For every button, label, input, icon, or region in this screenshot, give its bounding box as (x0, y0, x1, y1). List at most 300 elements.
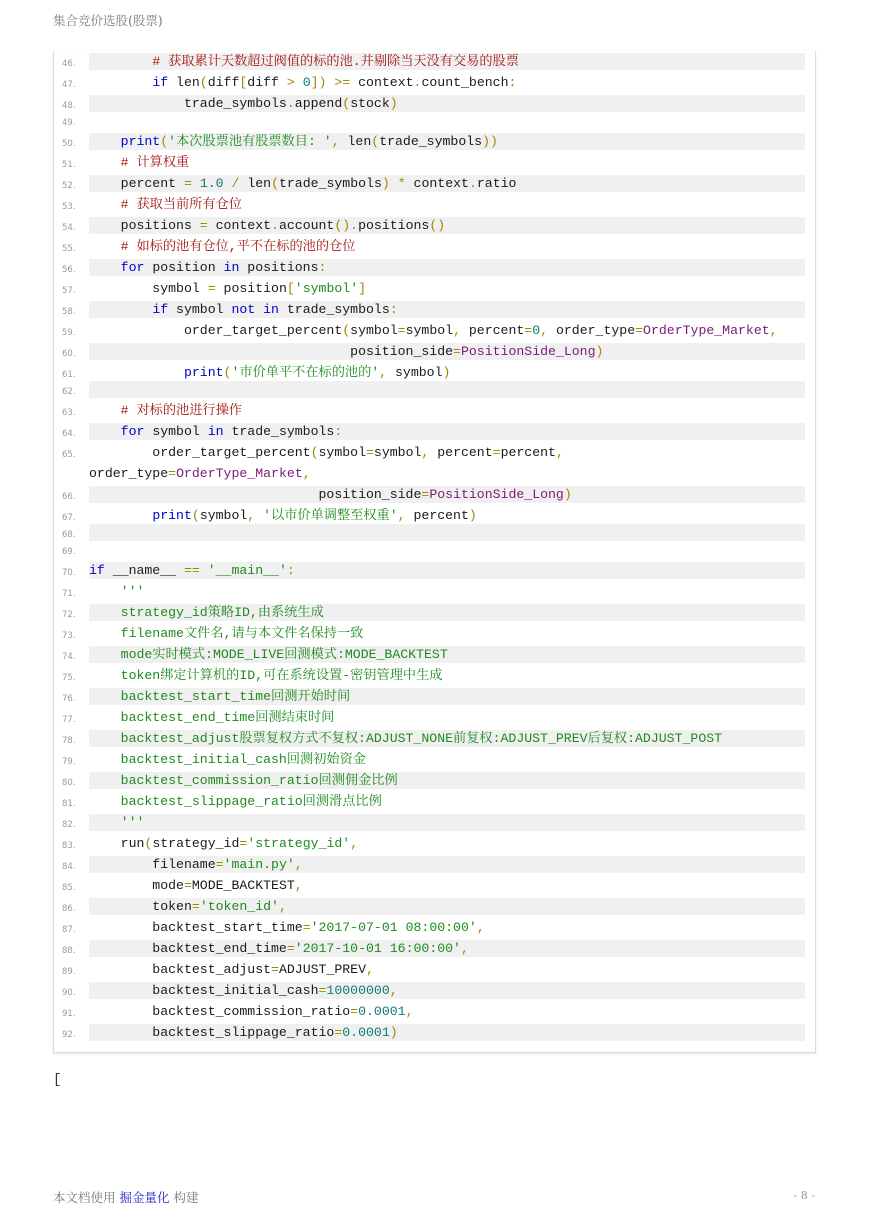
code-token: ratio (476, 176, 517, 191)
code-token: symbol (387, 365, 443, 380)
code-token: position (144, 260, 224, 275)
code-token: ( (199, 75, 208, 90)
code-token: len (239, 176, 272, 191)
line-number: 53. (62, 202, 76, 212)
line-number: 60. (62, 349, 76, 359)
line-number: 49. (62, 118, 76, 128)
code-token: position_side (89, 487, 422, 502)
code-text (89, 730, 805, 747)
code-token: __name__ (104, 563, 184, 578)
code-token: OrderType_Market (643, 323, 770, 338)
code-token: stock (350, 96, 390, 111)
code-token: , (366, 962, 374, 977)
code-token: mode实时模式:MODE_LIVE回测模式:MODE_BACKTEST (120, 647, 448, 662)
code-text (89, 423, 805, 440)
line-number: 68. (62, 530, 76, 540)
code-text (89, 154, 805, 171)
code-text (89, 486, 805, 503)
code-token: backtest_start_time (89, 920, 303, 935)
code-token: , (405, 1004, 414, 1019)
code-token: strategy_id (152, 836, 240, 851)
code-text-wrapped (89, 465, 311, 482)
line-number: 69. (62, 547, 76, 557)
code-token: ( (310, 445, 319, 460)
code-text (89, 238, 805, 255)
code-token: , (302, 466, 311, 481)
code-token: = (492, 445, 501, 460)
code-token (89, 752, 121, 767)
code-token: '2017-10-01 16:00:00' (294, 941, 461, 956)
line-number: 48. (62, 101, 76, 111)
line-number: 90. (62, 988, 76, 998)
code-token: : (334, 424, 343, 439)
code-token: 0.0001 (358, 1004, 406, 1019)
code-text (89, 793, 805, 810)
code-token: if (152, 302, 169, 317)
code-text (89, 961, 805, 978)
code-token: percent (460, 323, 525, 338)
code-text (89, 524, 805, 541)
code-token: print (183, 365, 224, 380)
code-text (89, 772, 805, 789)
code-text (89, 835, 805, 852)
code-token: 'token_id' (199, 899, 279, 914)
line-number: 91. (62, 1009, 76, 1019)
code-token: : (508, 75, 517, 90)
code-token: )) (482, 134, 498, 149)
line-number: 63. (62, 408, 76, 418)
code-token: for (120, 424, 145, 439)
code-token: = (286, 941, 295, 956)
line-number: 59. (62, 328, 76, 338)
code-text (89, 709, 805, 726)
code-token: ( (144, 836, 153, 851)
code-text (89, 322, 805, 339)
line-number: 55. (62, 244, 76, 254)
code-token: , (247, 508, 256, 523)
line-number: 50. (62, 139, 76, 149)
code-token: context (350, 75, 414, 90)
code-token: , (397, 508, 406, 523)
line-number: 57. (62, 286, 76, 296)
line-number: 67. (62, 513, 76, 523)
code-token: len (339, 134, 372, 149)
footer-prefix: 本文档使用 (53, 1190, 116, 1205)
code-token: trade_symbols (278, 302, 390, 317)
line-number: 79. (62, 757, 76, 767)
code-token: = (302, 920, 311, 935)
code-text (89, 982, 805, 999)
code-token: strategy_id策略ID,由系统生成 (120, 605, 324, 620)
code-token: : (318, 260, 327, 275)
code-token: . (286, 96, 295, 111)
line-number: 58. (62, 307, 76, 317)
code-token: context (207, 218, 272, 233)
code-token: trade_symbols (278, 176, 382, 191)
code-token (89, 155, 121, 170)
code-token: 1.0 (199, 176, 224, 191)
code-text (89, 814, 805, 831)
code-token: symbol (199, 508, 248, 523)
code-token: OrderType_Market (176, 466, 303, 481)
code-token: not (231, 302, 256, 317)
code-token: = (334, 1025, 343, 1040)
code-token: = (453, 344, 461, 359)
line-number: 77. (62, 715, 76, 725)
code-text (89, 751, 805, 768)
line-number: 46. (62, 59, 76, 69)
code-token: position (215, 281, 287, 296)
line-number: 86. (62, 904, 76, 914)
code-text (89, 74, 805, 91)
code-token (89, 54, 152, 69)
code-token: [ (239, 75, 248, 90)
line-number: 74. (62, 652, 76, 662)
code-token: ) (468, 508, 477, 523)
code-token: . (468, 176, 477, 191)
code-token: ) (442, 365, 451, 380)
code-token: , (769, 323, 778, 338)
line-number: 72. (62, 610, 76, 620)
code-token (255, 508, 263, 523)
line-number: 70. (62, 568, 76, 578)
code-token: positions (89, 218, 200, 233)
code-token: trade_symbols (379, 134, 483, 149)
code-token: ( (271, 176, 279, 191)
line-number: 80. (62, 778, 76, 788)
code-text (89, 625, 805, 642)
code-token: # 获取累计天数超过阀值的标的池.并剔除当天没有交易的股票 (152, 54, 519, 69)
code-token: , (278, 899, 287, 914)
code-token: trade_symbols (223, 424, 335, 439)
code-text (89, 196, 805, 213)
line-number: 52. (62, 181, 76, 191)
code-token: [ (286, 281, 295, 296)
code-token: = (318, 983, 327, 998)
code-text (89, 53, 805, 70)
code-token: order_target_percent (89, 323, 343, 338)
code-token (89, 424, 121, 439)
code-token: , (453, 323, 461, 338)
line-number: 51. (62, 160, 76, 170)
code-token: symbol (373, 445, 422, 460)
code-token: . (271, 218, 279, 233)
code-token: percent (89, 176, 184, 191)
code-text (89, 604, 805, 621)
code-token: = (524, 323, 533, 338)
code-token: 10000000 (326, 983, 390, 998)
code-token: 'symbol' (294, 281, 359, 296)
code-token: , (294, 857, 303, 872)
code-token: = (635, 323, 644, 338)
code-text (89, 343, 805, 360)
code-token (255, 302, 263, 317)
code-token: diff (247, 75, 287, 90)
code-token: ( (371, 134, 380, 149)
trailing-bracket-text: [ (53, 1072, 62, 1088)
line-number: 84. (62, 862, 76, 872)
code-token: 0.0001 (342, 1025, 390, 1040)
code-token: PositionSide_Long (429, 487, 564, 502)
line-number: 62. (62, 387, 76, 397)
code-token: = (183, 878, 192, 893)
code-text (89, 919, 805, 936)
code-token: '__main__' (207, 563, 287, 578)
code-token: ) (389, 96, 398, 111)
code-token: = (215, 857, 224, 872)
code-token: context (405, 176, 469, 191)
code-token: '市价单平不在标的池的' (231, 365, 380, 380)
line-number: 75. (62, 673, 76, 683)
code-token (89, 605, 121, 620)
code-text (89, 507, 805, 524)
code-token (89, 710, 121, 725)
code-token (89, 731, 121, 746)
code-text (89, 856, 805, 873)
code-token: '以市价单调整至权重' (263, 508, 398, 523)
code-token: backtest_commission_ratio回测佣金比例 (120, 773, 398, 788)
code-text (89, 175, 805, 192)
code-token: >= (334, 75, 351, 90)
code-token: ''' (120, 815, 145, 830)
code-token (89, 815, 121, 830)
code-token: , (555, 445, 564, 460)
code-token: backtest_commission_ratio (89, 1004, 351, 1019)
code-token: # 计算权重 (120, 155, 190, 170)
code-token: filename (89, 857, 216, 872)
code-token (295, 75, 303, 90)
code-text (89, 133, 805, 150)
code-token: ( (160, 134, 169, 149)
code-token: backtest_start_time回测开始时间 (120, 689, 351, 704)
code-token (89, 626, 121, 641)
code-token: = (239, 836, 248, 851)
line-number: 71. (62, 589, 76, 599)
code-token (89, 239, 121, 254)
code-token: backtest_slippage_ratio (89, 1025, 335, 1040)
code-token: , (350, 836, 359, 851)
code-token: MODE_BACKTEST (191, 878, 295, 893)
code-token (89, 773, 121, 788)
code-token: account (278, 218, 335, 233)
code-text (89, 280, 805, 297)
code-token: 'main.py' (223, 857, 295, 872)
code-token: ( (342, 323, 351, 338)
page-number: - 8 - (793, 1189, 815, 1202)
code-token: mode (89, 878, 184, 893)
code-token (89, 508, 152, 523)
line-number: 73. (62, 631, 76, 641)
code-token: , (540, 323, 549, 338)
code-token: order_target_percent (89, 445, 311, 460)
code-token: = (183, 176, 192, 191)
line-number: 81. (62, 799, 76, 809)
code-token: in (223, 260, 240, 275)
code-token: # 对标的池进行操作 (120, 403, 242, 418)
code-token: ( (191, 508, 200, 523)
code-token: backtest_slippage_ratio回测滑点比例 (120, 794, 382, 809)
code-text (89, 1003, 805, 1020)
code-token: ) (389, 1025, 398, 1040)
line-number: 92. (62, 1030, 76, 1040)
code-token (200, 563, 208, 578)
code-token: for (120, 260, 145, 275)
code-token: backtest_adjust (89, 962, 272, 977)
code-token: positions (358, 218, 430, 233)
code-token: ( (223, 365, 232, 380)
code-token: backtest_end_time回测结束时间 (120, 710, 335, 725)
code-token: , (389, 983, 398, 998)
code-token: count_bench (421, 75, 509, 90)
line-number: 78. (62, 736, 76, 746)
line-number: 88. (62, 946, 76, 956)
code-token: backtest_end_time (89, 941, 287, 956)
code-token: , (421, 445, 430, 460)
code-token: symbol (168, 302, 232, 317)
code-text (89, 301, 805, 318)
code-token: = (168, 466, 177, 481)
code-text (89, 667, 805, 684)
code-text (89, 402, 805, 419)
code-token (192, 176, 200, 191)
code-token: () (429, 218, 446, 233)
code-token (89, 302, 152, 317)
code-token: = (271, 962, 279, 977)
footer-credit (53, 1188, 199, 1206)
code-text (89, 562, 805, 579)
code-token: backtest_initial_cash回测初始资金 (120, 752, 366, 767)
code-token: , (331, 134, 340, 149)
code-token: , (379, 365, 388, 380)
code-token (89, 794, 121, 809)
code-token: PositionSide_Long (460, 344, 596, 359)
code-token: 0 (532, 323, 541, 338)
code-token: ) (381, 176, 390, 191)
code-token: percent (500, 445, 556, 460)
code-text (89, 444, 805, 482)
code-token: trade_symbols (89, 96, 287, 111)
code-token: == (183, 563, 200, 578)
code-token (89, 260, 121, 275)
code-token: 0 (302, 75, 311, 90)
code-token: in (263, 302, 279, 317)
code-token: symbol (405, 323, 454, 338)
line-number: 47. (62, 80, 76, 90)
code-token: append (294, 96, 343, 111)
code-token: # 如标的池有仓位,平不在标的池的仓位 (120, 239, 356, 254)
code-token: print (120, 134, 161, 149)
page-header-title: 集合竞价选股(股票) (53, 13, 163, 28)
code-text (89, 646, 805, 663)
code-token: order_type (89, 466, 169, 481)
code-token: ] (358, 281, 367, 296)
code-text (89, 940, 805, 957)
code-text (89, 898, 805, 915)
code-token: = (421, 487, 430, 502)
code-token: 'strategy_id' (247, 836, 351, 851)
code-token: # 获取当前所有仓位 (120, 197, 242, 212)
code-token: symbol (318, 445, 366, 460)
code-token (89, 689, 121, 704)
code-token: , (460, 941, 469, 956)
line-number: 66. (62, 492, 76, 502)
line-number: 87. (62, 925, 76, 935)
code-token: , (294, 878, 303, 893)
line-number: 85. (62, 883, 76, 893)
code-text (89, 364, 805, 381)
code-token: . (413, 75, 422, 90)
code-token (89, 403, 121, 418)
code-token: percent (405, 508, 469, 523)
code-token: percent (429, 445, 493, 460)
code-token: = (191, 899, 200, 914)
code-token: / (231, 176, 240, 191)
code-text (89, 112, 805, 129)
code-token: : (286, 563, 295, 578)
code-text (89, 541, 805, 558)
code-token: symbol (89, 281, 208, 296)
code-token: = (207, 281, 216, 296)
code-token (89, 647, 121, 662)
code-token (89, 197, 121, 212)
code-token (89, 365, 184, 380)
code-token: '本次股票池有股票数目: ' (168, 134, 332, 149)
code-token: filename文件名,请与本文件名保持一致 (120, 626, 364, 641)
code-token: ADJUST_PREV (278, 962, 367, 977)
code-token: , (476, 920, 485, 935)
code-token: symbol (144, 424, 208, 439)
code-token: (). (334, 218, 359, 233)
code-token: ) (595, 344, 604, 359)
code-token: = (350, 1004, 359, 1019)
code-token (89, 668, 121, 683)
code-text (89, 259, 805, 276)
footer-brand-link[interactable]: 掘金量化 (119, 1190, 170, 1205)
code-token: = (199, 218, 208, 233)
code-token: = (397, 323, 406, 338)
code-text (89, 217, 805, 234)
code-token (89, 75, 152, 90)
code-token: print (152, 508, 192, 523)
code-token: if (89, 563, 105, 578)
code-token: symbol (350, 323, 398, 338)
line-number: 83. (62, 841, 76, 851)
code-token: token绑定计算机的ID,可在系统设置-密钥管理中生成 (120, 668, 443, 683)
line-number: 61. (62, 370, 76, 380)
code-token: = (366, 445, 374, 460)
code-token: positions (239, 260, 319, 275)
code-token: len (168, 75, 200, 90)
code-text (89, 381, 805, 398)
line-number: 89. (62, 967, 76, 977)
code-text (89, 688, 805, 705)
code-block (53, 51, 816, 1053)
code-token (390, 176, 398, 191)
code-token: ( (342, 96, 351, 111)
code-token: : (389, 302, 398, 317)
code-token: * (397, 176, 406, 191)
code-token: backtest_adjust股票复权方式不复权:ADJUST_NONE前复权:ADJUST_PREV后复权:ADJUST_POST (120, 731, 723, 746)
line-number: 56. (62, 265, 76, 275)
code-token: in (207, 424, 224, 439)
code-token: backtest_initial_cash (89, 983, 319, 998)
code-token (89, 134, 121, 149)
line-number: 76. (62, 694, 76, 704)
code-token: run (89, 836, 145, 851)
line-number: 64. (62, 429, 76, 439)
footer-suffix: 构建 (173, 1190, 199, 1205)
code-text (89, 877, 805, 894)
